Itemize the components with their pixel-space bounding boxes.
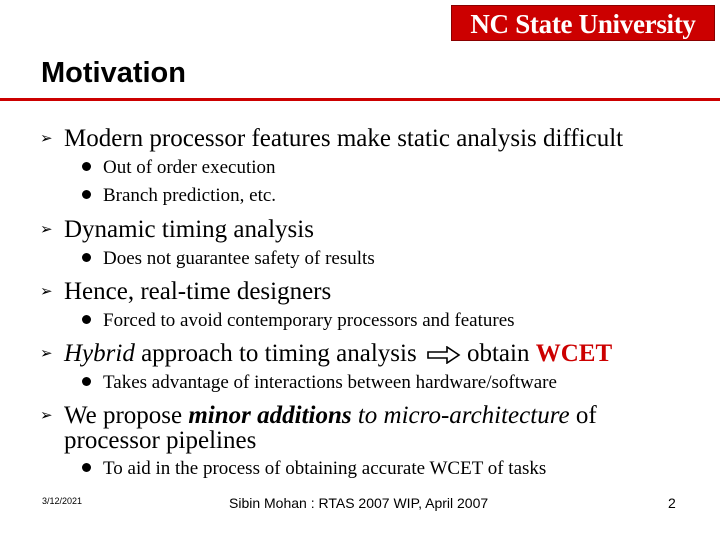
subbullet-branch-prediction — [82, 185, 276, 207]
footer-center: Sibin Mohan : RTAS 2007 WIP, April 2007 — [229, 495, 489, 511]
implies-arrow-icon — [427, 346, 461, 364]
bullet-text: Dynamic timing analysis — [64, 216, 314, 243]
subbullet-interactions — [82, 372, 557, 394]
bullet-modern-processor — [40, 125, 623, 156]
subbullet-text: Out of order execution — [103, 157, 276, 178]
title-divider — [0, 98, 720, 101]
page-title: Motivation — [41, 57, 186, 89]
bullet-emphasis: Hybrid — [64, 340, 135, 367]
arrowhead-bullet-icon: ➢ — [40, 222, 53, 238]
bullet-dynamic-timing — [40, 216, 314, 247]
bullet-hybrid-approach — [40, 340, 612, 371]
dot-bullet-icon — [82, 315, 91, 324]
subbullet-accurate-wcet — [82, 458, 546, 480]
bullet-emphasis: minor additions — [188, 402, 352, 429]
bullet-text: Hence, real-time designers — [64, 278, 332, 305]
bullet-we-propose-line2: processor pipelines — [64, 427, 257, 454]
bullet-text: We propose — [64, 402, 189, 429]
subbullet-no-safety — [82, 248, 375, 270]
subbullet-forced-to-avoid — [82, 310, 515, 332]
page-number: 2 — [668, 495, 676, 511]
bullet-real-time-designers — [40, 278, 331, 309]
bullet-text-end: of — [569, 402, 597, 429]
dot-bullet-icon — [82, 190, 91, 199]
subbullet-text: Does not guarantee safety of results — [103, 248, 375, 269]
footer-date: 3/12/2021 — [42, 496, 83, 506]
subbullet-text: Forced to avoid contemporary processors and features — [103, 310, 515, 331]
subbullet-text: Takes advantage of interactions between hardware/software — [103, 372, 557, 393]
bullet-text-italic: to — [351, 402, 384, 429]
subbullet-out-of-order — [82, 157, 276, 179]
arrowhead-bullet-icon: ➢ — [40, 131, 53, 147]
bullet-text: approach to timing analysis — [134, 340, 417, 367]
university-logo: NC State University — [451, 5, 715, 41]
subbullet-text: Branch prediction, etc. — [103, 185, 277, 206]
arrowhead-bullet-icon: ➢ — [40, 346, 53, 362]
bullet-text: Modern processor features make static analysis difficult — [64, 125, 624, 152]
subbullet-text: To aid in the process of obtaining accurate WCET of tasks — [103, 458, 547, 479]
arrowhead-bullet-icon: ➢ — [40, 284, 53, 300]
bullet-emphasis-2: micro-architecture — [383, 402, 570, 429]
dot-bullet-icon — [82, 377, 91, 386]
dot-bullet-icon — [82, 253, 91, 262]
wcet-highlight: WCET — [535, 340, 613, 367]
dot-bullet-icon — [82, 162, 91, 171]
arrowhead-bullet-icon: ➢ — [40, 408, 53, 424]
obtain-text: obtain — [466, 340, 536, 367]
dot-bullet-icon — [82, 463, 91, 472]
